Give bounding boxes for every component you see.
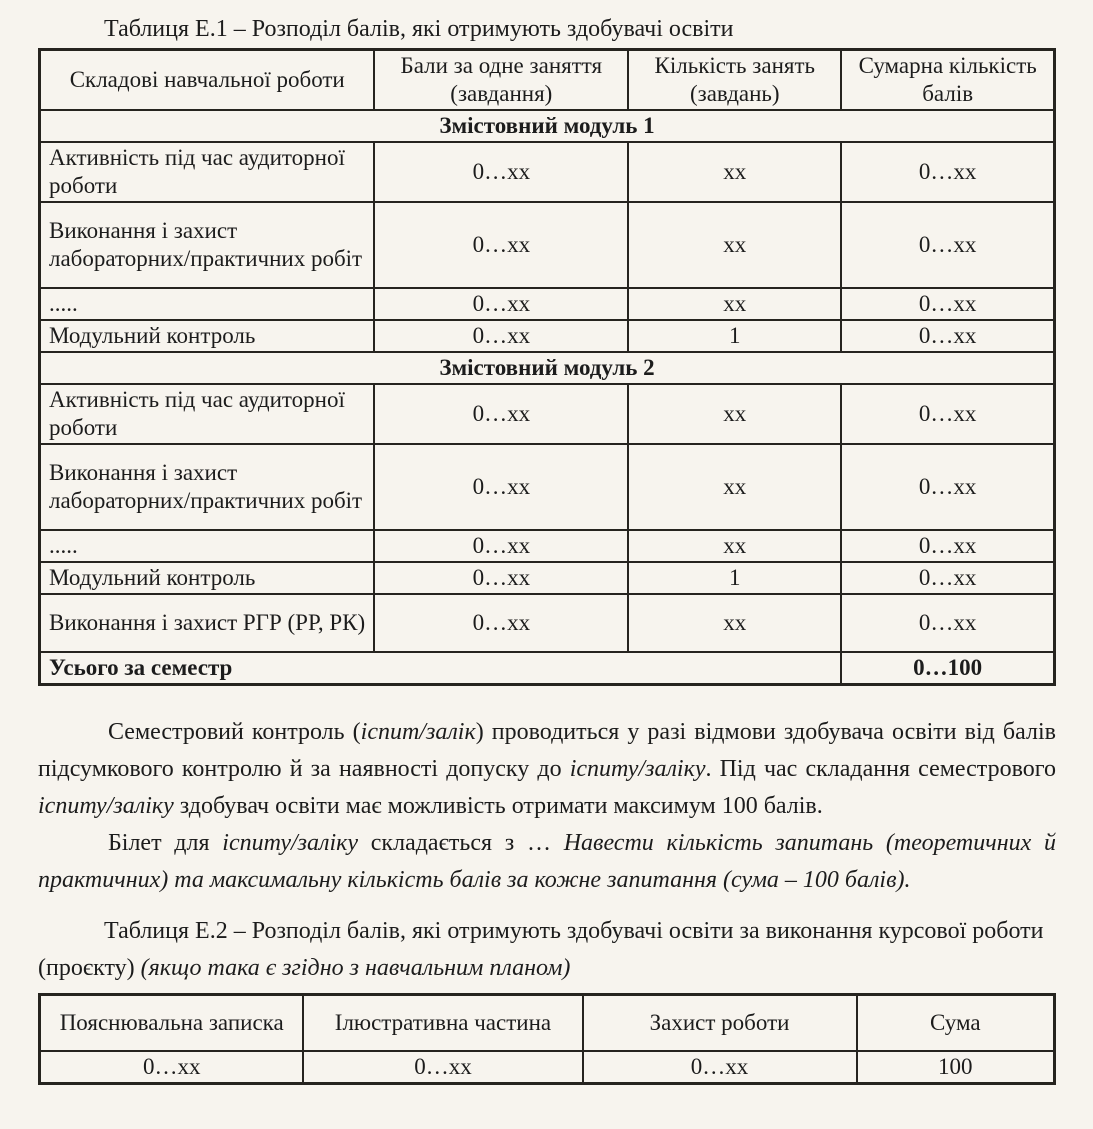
table-row — [40, 320, 1055, 352]
column-header-sum: Сума — [857, 995, 1055, 1051]
text-run: Таблиця Е.2 – Розподіл балів, які отримують здобувачі освіти за виконання курсової роботи (проєкту) — [38, 918, 1044, 981]
cell-points-per-lesson: 0…хх — [374, 562, 628, 594]
table-row — [40, 142, 1055, 202]
table-row — [40, 444, 1055, 530]
total-row — [40, 652, 1055, 685]
table-e2 — [38, 993, 1056, 1085]
cell-points-per-lesson: 0…хх — [374, 384, 628, 444]
row-label: Виконання і захист РГР (РР, РК) — [40, 594, 375, 652]
column-header-defense: Захист роботи — [583, 995, 857, 1051]
row-label: Активність під час аудиторної роботи — [40, 384, 375, 444]
table-e1-caption: Таблиця Е.1 – Розподіл балів, які отримують здобувачі освіти — [104, 16, 734, 42]
cell-total-points: 0…хх — [841, 530, 1054, 562]
cell-lesson-count: хх — [628, 444, 841, 530]
column-header-points-per-lesson: Бали за одне заняття (завдання) — [374, 50, 628, 111]
cell-points-per-lesson: 0…хх — [374, 444, 628, 530]
cell-lesson-count: хх — [628, 202, 841, 288]
section-header-module-2: Змістовний модуль 2 — [40, 352, 1055, 384]
text-run-italic: іспит/залік — [360, 719, 476, 745]
row-label: Виконання і захист лабораторних/практичних робіт — [40, 444, 375, 530]
text-run: Семестровий контроль ( — [108, 719, 361, 745]
cell-lesson-count: хх — [628, 142, 841, 202]
section-header-module-1: Змістовний модуль 1 — [40, 110, 1055, 142]
text-run: Білет для — [108, 830, 223, 856]
text-run-italic: іспиту/заліку — [38, 793, 174, 819]
text-run: складається з … — [358, 830, 564, 856]
cell-sum: 100 — [857, 1051, 1055, 1084]
cell-total-points: 0…хх — [841, 562, 1054, 594]
table-e2-header-row — [40, 995, 1055, 1051]
row-label: ..... — [40, 288, 375, 320]
cell-defense: 0…хх — [583, 1051, 857, 1084]
table-row — [40, 594, 1055, 652]
text-run: . Під час складання семестрового — [705, 756, 1057, 782]
text-run: ) проводиться у разі відмови здобувача освіти від балів підсумкового контролю й за наявності допуску до — [38, 719, 1056, 782]
cell-total-points: 0…хх — [841, 320, 1054, 352]
cell-points-per-lesson: 0…хх — [374, 288, 628, 320]
table-e2-caption — [38, 913, 1057, 987]
cell-lesson-count: хх — [628, 288, 841, 320]
column-header-total-points: Сумарна кількість балів — [841, 50, 1054, 111]
column-header-illustrative-part: Ілюстративна частина — [303, 995, 582, 1051]
table-row — [40, 562, 1055, 594]
column-header-explanatory-note: Пояснювальна записка — [40, 995, 304, 1051]
paragraph-semester-control — [38, 714, 1056, 825]
row-label: Модульний контроль — [40, 320, 375, 352]
table-row — [40, 384, 1055, 444]
cell-points-per-lesson: 0…хх — [374, 594, 628, 652]
cell-lesson-count: хх — [628, 384, 841, 444]
cell-points-per-lesson: 0…хх — [374, 530, 628, 562]
text-run: здобувач освіти має можливість отримати максимум 100 балів. — [173, 793, 823, 819]
column-header-lesson-count: Кількість занять (завдань) — [628, 50, 841, 111]
cell-total-points: 0…хх — [841, 202, 1054, 288]
section-row-module-1 — [40, 110, 1055, 142]
table-row — [40, 1051, 1055, 1084]
table-row — [40, 530, 1055, 562]
paragraph-exam-ticket — [38, 825, 1056, 899]
cell-lesson-count: хх — [628, 530, 841, 562]
text-run-italic: іспиту/заліку — [222, 830, 359, 856]
row-label: Модульний контроль — [40, 562, 375, 594]
table-row — [40, 202, 1055, 288]
table-row — [40, 288, 1055, 320]
row-label: ..... — [40, 530, 375, 562]
cell-lesson-count: 1 — [628, 562, 841, 594]
section-row-module-2 — [40, 352, 1055, 384]
cell-total-points: 0…хх — [841, 288, 1054, 320]
cell-lesson-count: 1 — [628, 320, 841, 352]
cell-lesson-count: хх — [628, 594, 841, 652]
total-value: 0…100 — [841, 652, 1054, 685]
text-run-italic: іспиту/заліку — [569, 756, 706, 782]
row-label: Виконання і захист лабораторних/практичних робіт — [40, 202, 375, 288]
cell-illustrative-part: 0…хх — [303, 1051, 582, 1084]
total-label: Усього за семестр — [40, 652, 842, 685]
cell-total-points: 0…хх — [841, 384, 1054, 444]
text-run-italic: Навести кількість запитань (теоретичних й практичних) та максимальну кількість балів за кожне запитання (сума – 100 балів). — [38, 830, 1056, 893]
cell-points-per-lesson: 0…хх — [374, 320, 628, 352]
cell-total-points: 0…хх — [841, 142, 1054, 202]
cell-points-per-lesson: 0…хх — [374, 142, 628, 202]
cell-points-per-lesson: 0…хх — [374, 202, 628, 288]
row-label: Активність під час аудиторної роботи — [40, 142, 375, 202]
table-e1-header-row — [40, 50, 1055, 111]
text-run-italic: (якщо така є згідно з навчальним планом) — [140, 955, 571, 981]
table-e1 — [38, 48, 1056, 686]
column-header-components: Складові навчальної роботи — [40, 50, 375, 111]
cell-total-points: 0…хх — [841, 594, 1054, 652]
cell-explanatory-note: 0…хх — [40, 1051, 304, 1084]
cell-total-points: 0…хх — [841, 444, 1054, 530]
